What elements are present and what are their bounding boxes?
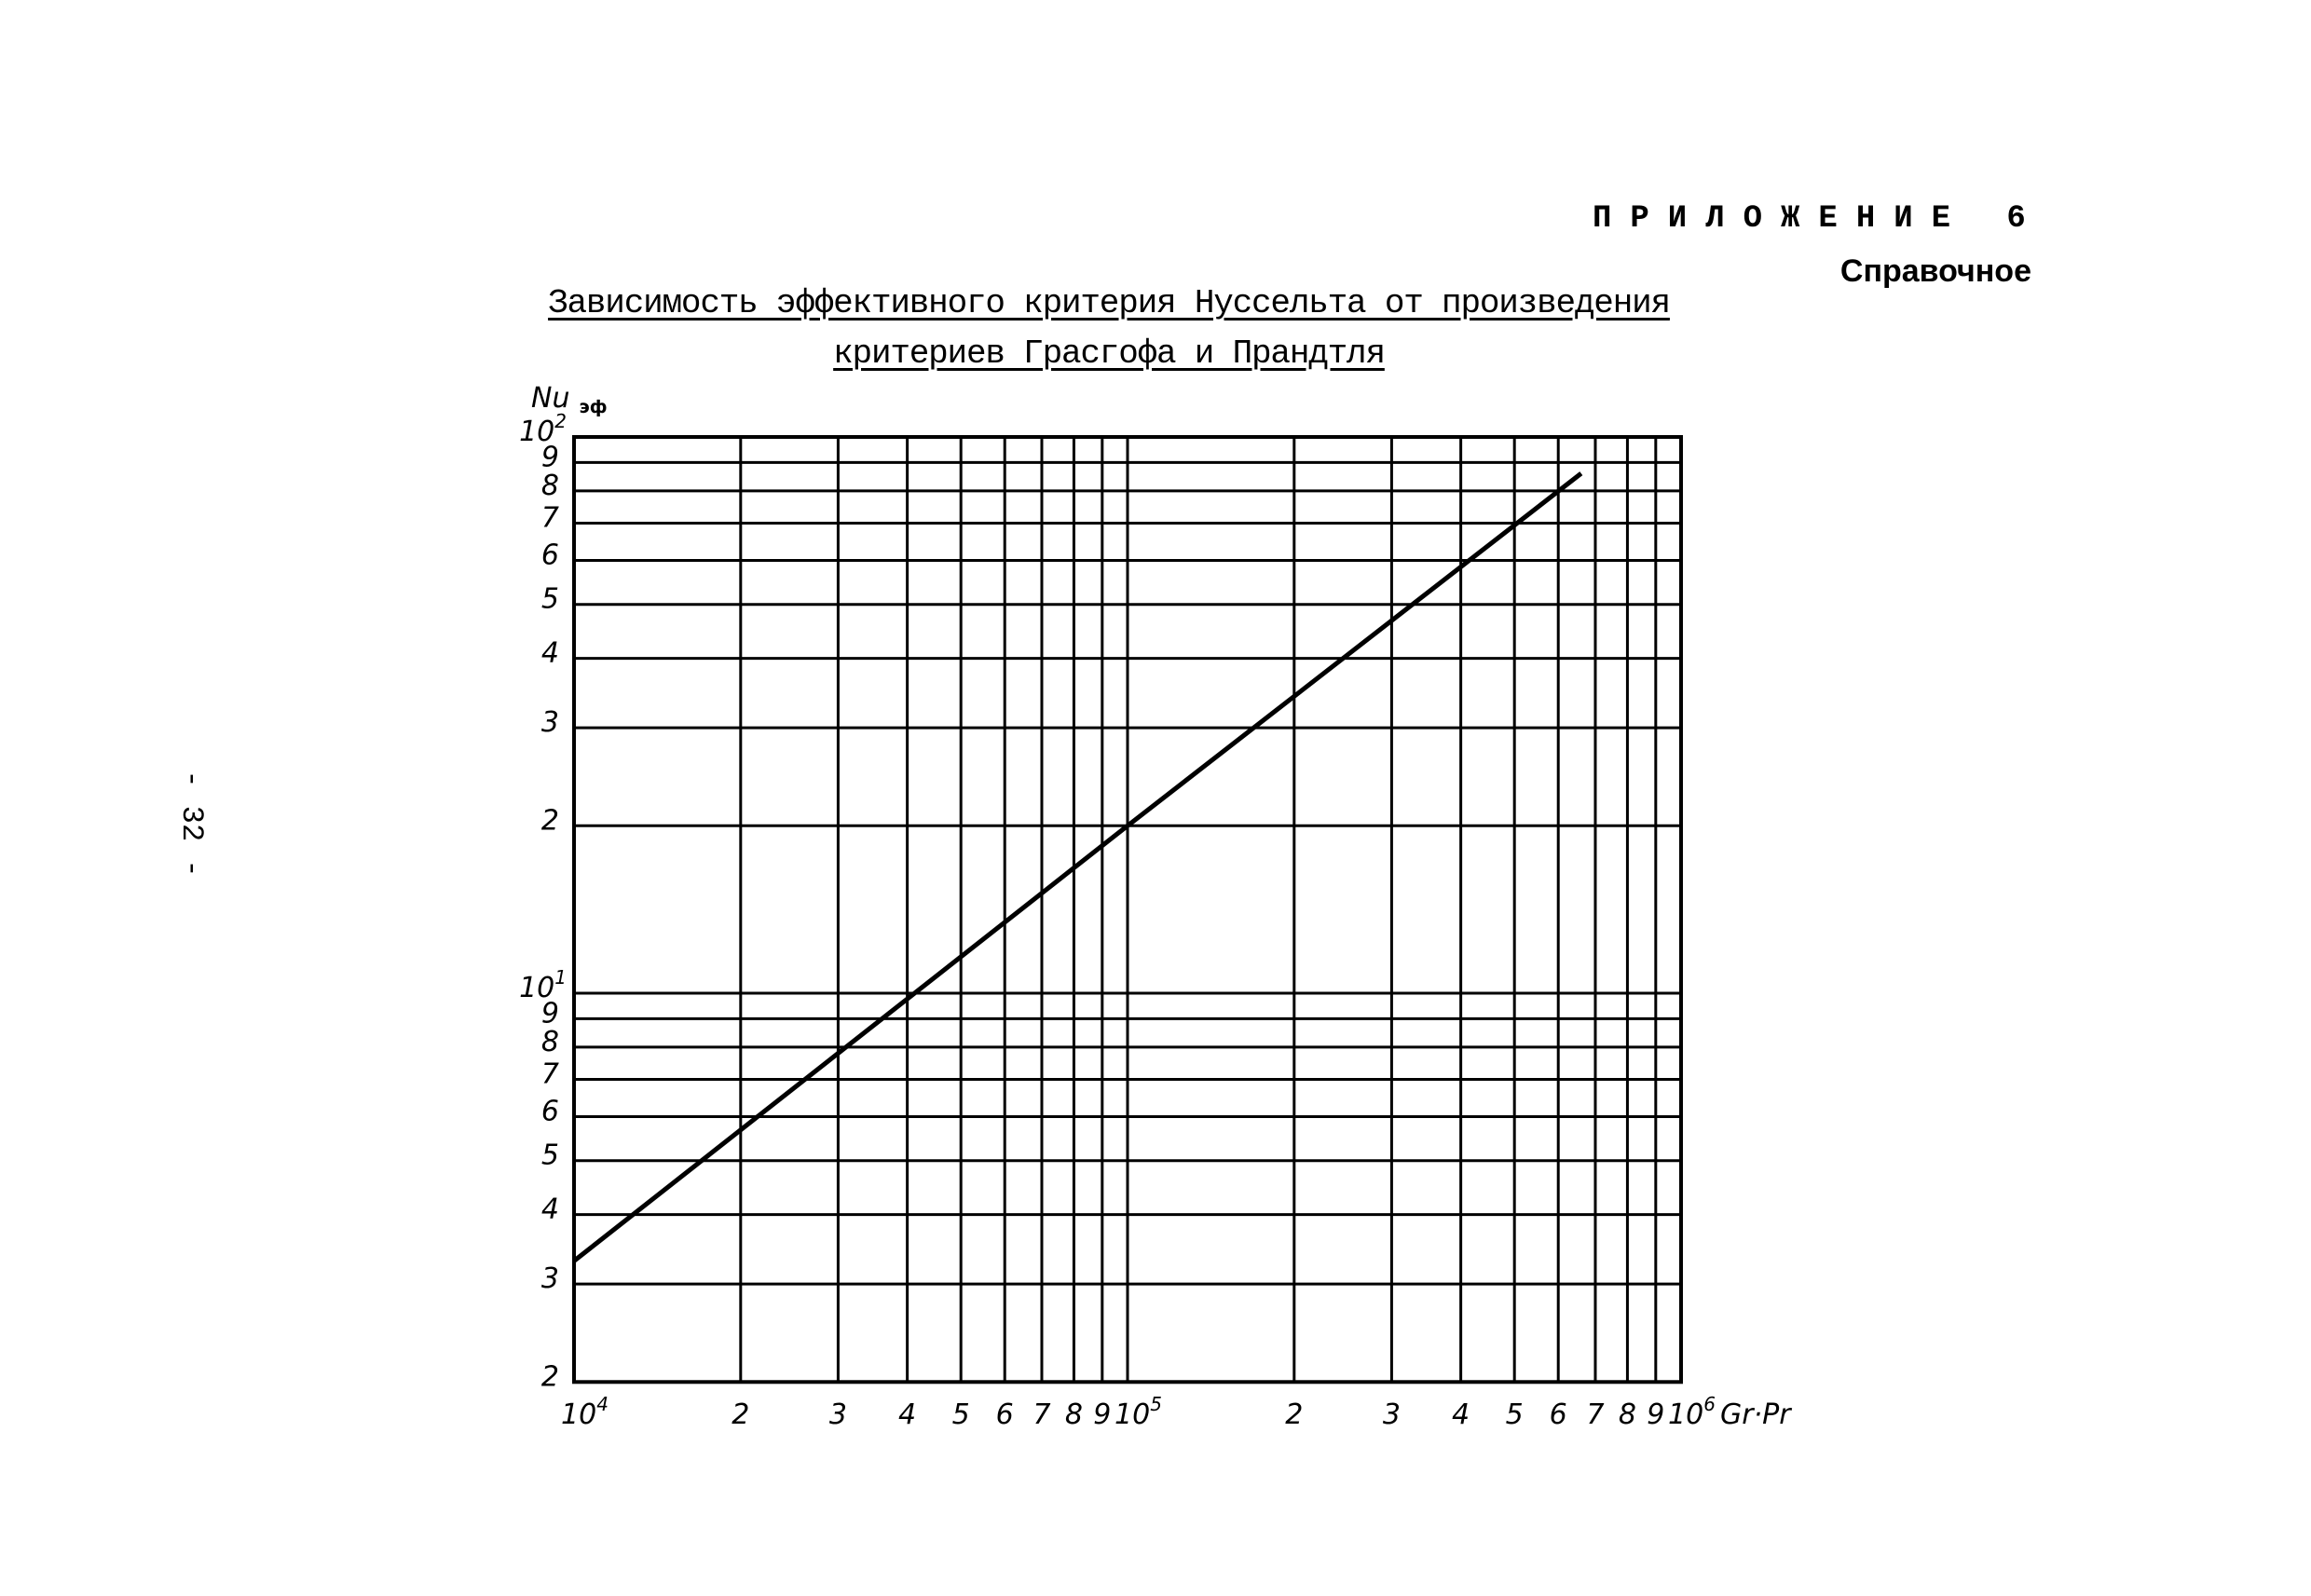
x-tick-label-base: 7 [1586,1398,1605,1431]
x-tick-label [952,1398,970,1431]
x-tick-label [1586,1398,1604,1431]
x-tick-label [996,1398,1014,1431]
x-tick-label [1114,1393,1162,1431]
y-tick-label-base: 2 [540,804,559,838]
y-tick-label-base: 4 [540,636,559,670]
x-axis-label: Gr·Pr [1720,1398,1791,1431]
y-tick-label-base: 8 [540,469,559,502]
x-tick-label-base: 2 [732,1398,750,1431]
chart-title-line: критериев Грасгофа и Прандтля [833,334,1385,373]
y-tick-label [541,637,559,670]
x-tick-label-base: 10 [561,1398,597,1431]
x-tick-label-base: 6 [995,1398,1014,1431]
y-tick-label-exponent: 1 [554,966,567,989]
x-tick-label-exponent: 4 [596,1393,609,1415]
x-tick-label-base: 10 [1114,1398,1151,1431]
y-tick-label-base: 6 [540,1095,559,1128]
y-axis-label [531,382,608,417]
y-tick-label-base: 3 [540,1262,559,1296]
y-tick-label [541,804,559,837]
grid [574,437,1681,1382]
y-tick-label-base: 7 [540,501,559,535]
y-tick-label [541,1194,559,1226]
x-tick-label [1032,1398,1050,1431]
x-tick-label [1383,1398,1401,1431]
y-tick-label [541,1262,559,1295]
reference-label: Справочное [1839,253,2031,289]
x-tick-label [732,1398,749,1431]
x-tick-label-base: 3 [828,1398,847,1431]
y-axis-label-subscript: эф [579,397,608,417]
x-tick-label [1550,1398,1567,1431]
x-tick-label [1647,1398,1664,1431]
x-tick-label-base: 6 [1549,1398,1567,1431]
y-tick-label [541,706,559,739]
appendix-label: ПРИЛОЖЕНИЕ 6 [1593,201,2044,237]
y-tick-label [541,1139,559,1172]
x-tick-label-base: 3 [1382,1398,1401,1431]
y-tick-label [541,1058,559,1091]
x-tick-label [1619,1398,1636,1431]
series-line [574,473,1581,1261]
y-tick-label-base: 3 [540,706,559,740]
x-tick-label-base: 2 [1285,1398,1304,1431]
y-tick-label [541,1360,559,1393]
y-tick-label [541,539,559,571]
y-tick-label-exponent: 2 [554,410,567,432]
y-tick-label [541,502,559,535]
x-tick-label [1452,1398,1470,1431]
y-tick-label-base: 10 [519,416,555,448]
y-tick-label-base: 9 [540,441,559,474]
x-tick-label [1093,1398,1111,1431]
x-tick-label [829,1398,847,1431]
y-tick-label-base: 7 [540,1057,559,1091]
y-tick-label [541,583,559,616]
y-tick-label [541,1095,559,1127]
plot-area [519,410,1716,1431]
y-tick-label [541,470,559,502]
x-tick-label-base: 10 [1668,1398,1704,1431]
x-tick-label-base: 5 [951,1398,970,1431]
y-tick-label-base: 2 [540,1360,559,1394]
chart-title-line: Зависимость эффективного критерия Нуссельта от произведения [548,284,1670,322]
x-tick-label-base: 9 [1647,1398,1665,1431]
y-tick-label-base: 10 [519,972,555,1004]
x-tick-label [1065,1398,1083,1431]
x-tick-label-base: 4 [1452,1398,1470,1431]
x-tick-label-base: 8 [1618,1398,1636,1431]
y-tick-label-base: 4 [540,1193,559,1226]
y-tick-label-base: 8 [540,1025,559,1058]
x-tick-label [1285,1398,1303,1431]
x-tick-label-base: 5 [1505,1398,1524,1431]
x-tick-label-base: 8 [1064,1398,1083,1431]
y-axis-label-base: Nu [531,382,570,415]
page-number: - 32 - [174,770,209,878]
y-tick-label-base: 5 [540,582,559,616]
y-tick-label-base: 9 [540,997,559,1030]
x-tick-label [1506,1398,1524,1431]
y-tick-label-base: 5 [540,1139,559,1172]
x-tick-label-exponent: 5 [1150,1393,1162,1415]
y-tick-label-base: 6 [540,539,559,572]
y-tick-label [541,1026,559,1058]
y-tick-labels [519,410,567,1393]
x-tick-label-base: 7 [1032,1398,1051,1431]
x-tick-label-exponent: 6 [1703,1393,1716,1415]
x-tick-labels [561,1393,1716,1431]
x-tick-label [561,1393,609,1431]
x-tick-label-base: 9 [1093,1398,1112,1431]
x-tick-label-base: 4 [898,1398,917,1431]
x-tick-label [898,1398,916,1431]
x-tick-label [1668,1393,1716,1431]
